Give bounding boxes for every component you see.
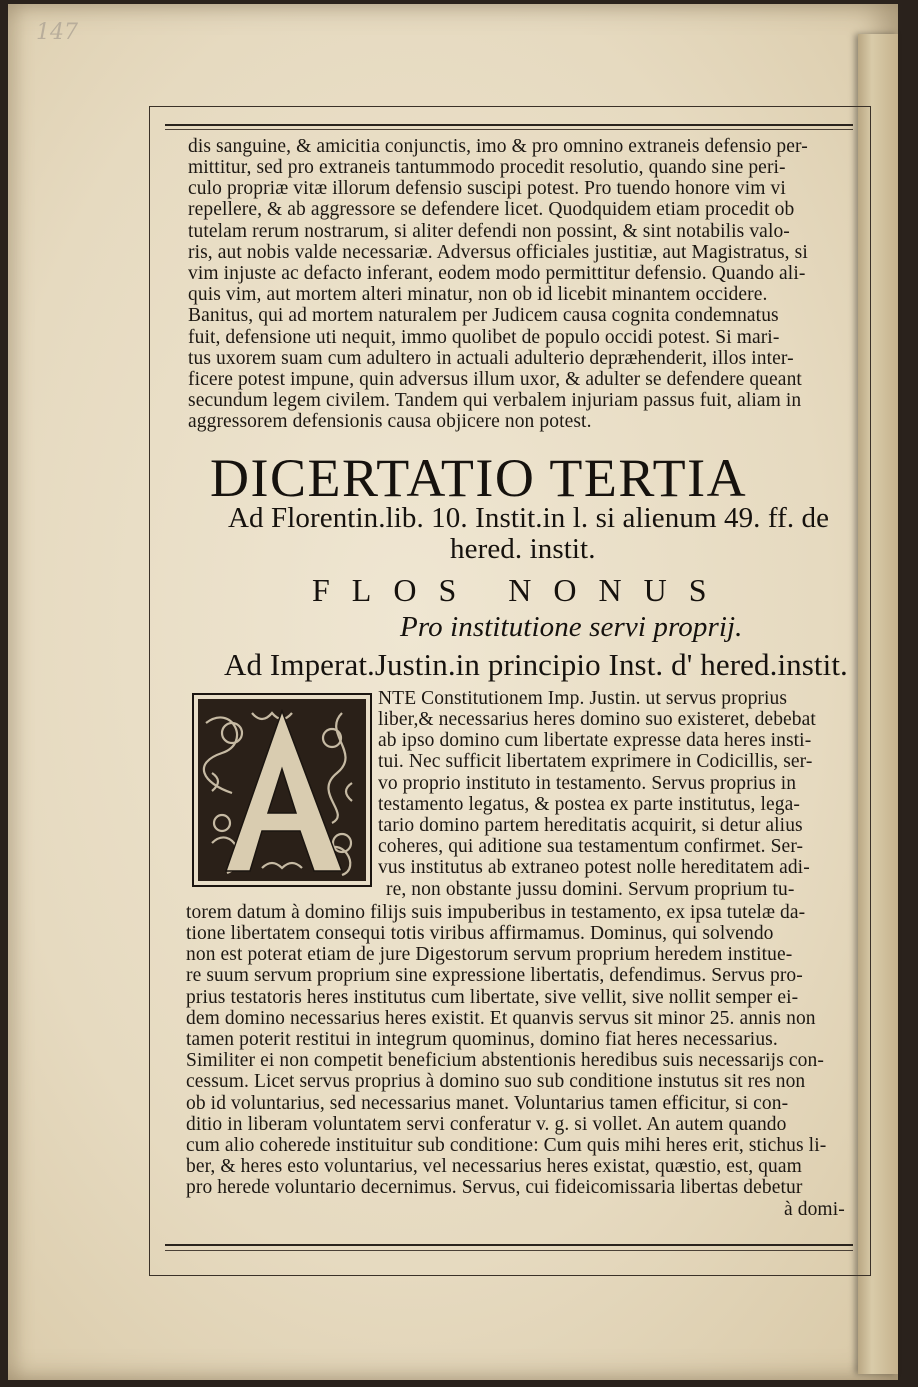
dissertation-title: DICERTATIO TERTIA: [210, 448, 748, 508]
text-line: dis sanguine, & amicitia conjunctis, imo & pro omnino extraneis defensio per-: [188, 136, 808, 157]
text-line: ditio in liberam voluntatem servi conferatur v. g. si vollet. An autem quando: [186, 1114, 787, 1135]
text-line: tus uxorem suam cum adultero in actuali adulterio depræhenderit, illos inter-: [188, 348, 794, 369]
section-subtitle: Pro institutione servi proprij.: [400, 611, 743, 643]
text-line: vo proprio instituto in testamento. Servus proprius in: [378, 773, 797, 794]
main-paragraph: [186, 902, 858, 1202]
text-line: ris, aut nobis valde necessariæ. Adversus officiales justitiæ, aut Magistratus, si: [188, 242, 808, 263]
text-line: testamento legatus, & postea ex parte institutus, lega-: [378, 794, 800, 815]
top-rule-thin: [165, 129, 853, 130]
text-line: non est poterat etiam de jure Digestorum servum proprium heredem institue-: [186, 944, 793, 965]
text-line: liber,& necessarius heres domino suo existeret, debebat: [378, 709, 816, 730]
text-line: dem domino necessarius heres existit. Et quanvis servus sit minor 25. annis non: [186, 1008, 816, 1029]
text-line: vim injuste ac defacto inferant, eodem modo permittitur defensio. Quando ali-: [188, 263, 806, 284]
text-line: prius testatoris heres institutus cum libertate, sive vellit, sive nollit semper ei-: [186, 987, 799, 1008]
text-line: ficere potest impune, quin adversus illum uxor, & adulter se defendere queant: [188, 369, 802, 390]
text-line: ob id voluntarius, sed necessarius manet. Voluntarius tamen efficitur, si con-: [186, 1093, 789, 1114]
text-line: tario domino partem hereditatis acquirit, si detur alius: [378, 815, 803, 836]
heading-reference: Ad Florentin.lib. 10. Instit.in l. si alienum 49. ff. de: [228, 502, 830, 534]
text-line: ber, & heres esto voluntarius, vel necessarius heres existat, quæstio, est, quam: [186, 1156, 802, 1177]
text-line: tui. Nec sufficit libertatem exprimere in Codicillis, ser-: [378, 751, 813, 772]
catchword: à domi-: [784, 1199, 845, 1220]
decorated-initial: [192, 693, 372, 887]
text-line: aggressorem defensionis causa objicere non potest.: [188, 411, 592, 432]
text-line: coheres, qui aditione sua testamentum confirmet. Ser-: [378, 836, 804, 857]
top-paragraph: [188, 136, 860, 436]
bottom-rule-thin: [165, 1250, 853, 1251]
text-line: quis vim, aut mortem alteri minatur, non ob id licebit minantem occidere.: [188, 284, 768, 305]
text-line: tamen poterit restitui in integrum quominus, domino fiat heres necessarius.: [186, 1029, 778, 1050]
dropcap-paragraph: [378, 688, 858, 903]
ornament-initial-icon: [192, 693, 372, 887]
text-line: re, non obstante jussu domini. Servum proprium tu-: [386, 879, 795, 900]
text-line: vus institutus ab extraneo potest nolle hereditatem adi-: [378, 857, 810, 878]
imperial-reference: Ad Imperat.Justin.in principio Inst. d' hered.instit.: [224, 647, 848, 682]
text-line: Similiter ei non competit beneficium abstentionis heredibus suis necessarijs con-: [186, 1050, 824, 1071]
text-line: pro herede voluntario decernimus. Servus, cui fideicomissaria libertas debetur: [186, 1177, 803, 1198]
flos-heading: FLOS NONUS: [312, 572, 729, 608]
text-line: culo propriæ vitæ illorum defensio suscipi potest. Pro tuendo honore vim vi: [188, 178, 786, 199]
text-line: torem datum à domino filijs suis impuberibus in testamento, ex ipsa tutelæ da-: [186, 902, 806, 923]
text-line: mittitur, sed pro extraneis tantummodo procedit resolutio, quando sine peri-: [188, 157, 786, 178]
text-line: repellere, & ab aggressore se defendere licet. Quodquidem etiam procedit ob: [188, 199, 795, 220]
text-line: re suum servum proprium sine expressione libertatis, defendimus. Servus pro-: [186, 965, 803, 986]
text-line: Banitus, qui ad mortem naturalem per Judicem causa cognita condemnatus: [188, 305, 779, 326]
bottom-rule: [165, 1244, 853, 1246]
text-line: tione libertatem consequi totis viribus affirmamus. Dominus, qui solvendo: [186, 923, 774, 944]
text-line: cum alio coherede instituitur sub conditione: Cum quis mihi heres erit, stichus li-: [186, 1135, 827, 1156]
text-line: tutelam rerum nostrarum, si aliter defendi non possint, & sint notabilis valo-: [188, 221, 790, 242]
text-line: secundum legem civilem. Tandem qui verbalem injuriam passus fuit, aliam in: [188, 390, 802, 411]
folio-mark: 147: [36, 20, 78, 45]
text-line: ab ipso domino cum libertate expresse data heres insti-: [378, 730, 812, 751]
heading-reference-cont: hered. instit.: [450, 533, 596, 565]
text-line: NTE Constitutionem Imp. Justin. ut servus proprius: [378, 688, 788, 709]
text-line: cessum. Licet servus proprius à domino suo sub conditione instutus sit res non: [186, 1071, 806, 1092]
text-line: fuit, defensione uti nequit, immo quolibet de populo occidi potest. Si mari-: [188, 327, 780, 348]
top-rule: [165, 124, 853, 126]
initial-letter: A: [282, 863, 283, 864]
